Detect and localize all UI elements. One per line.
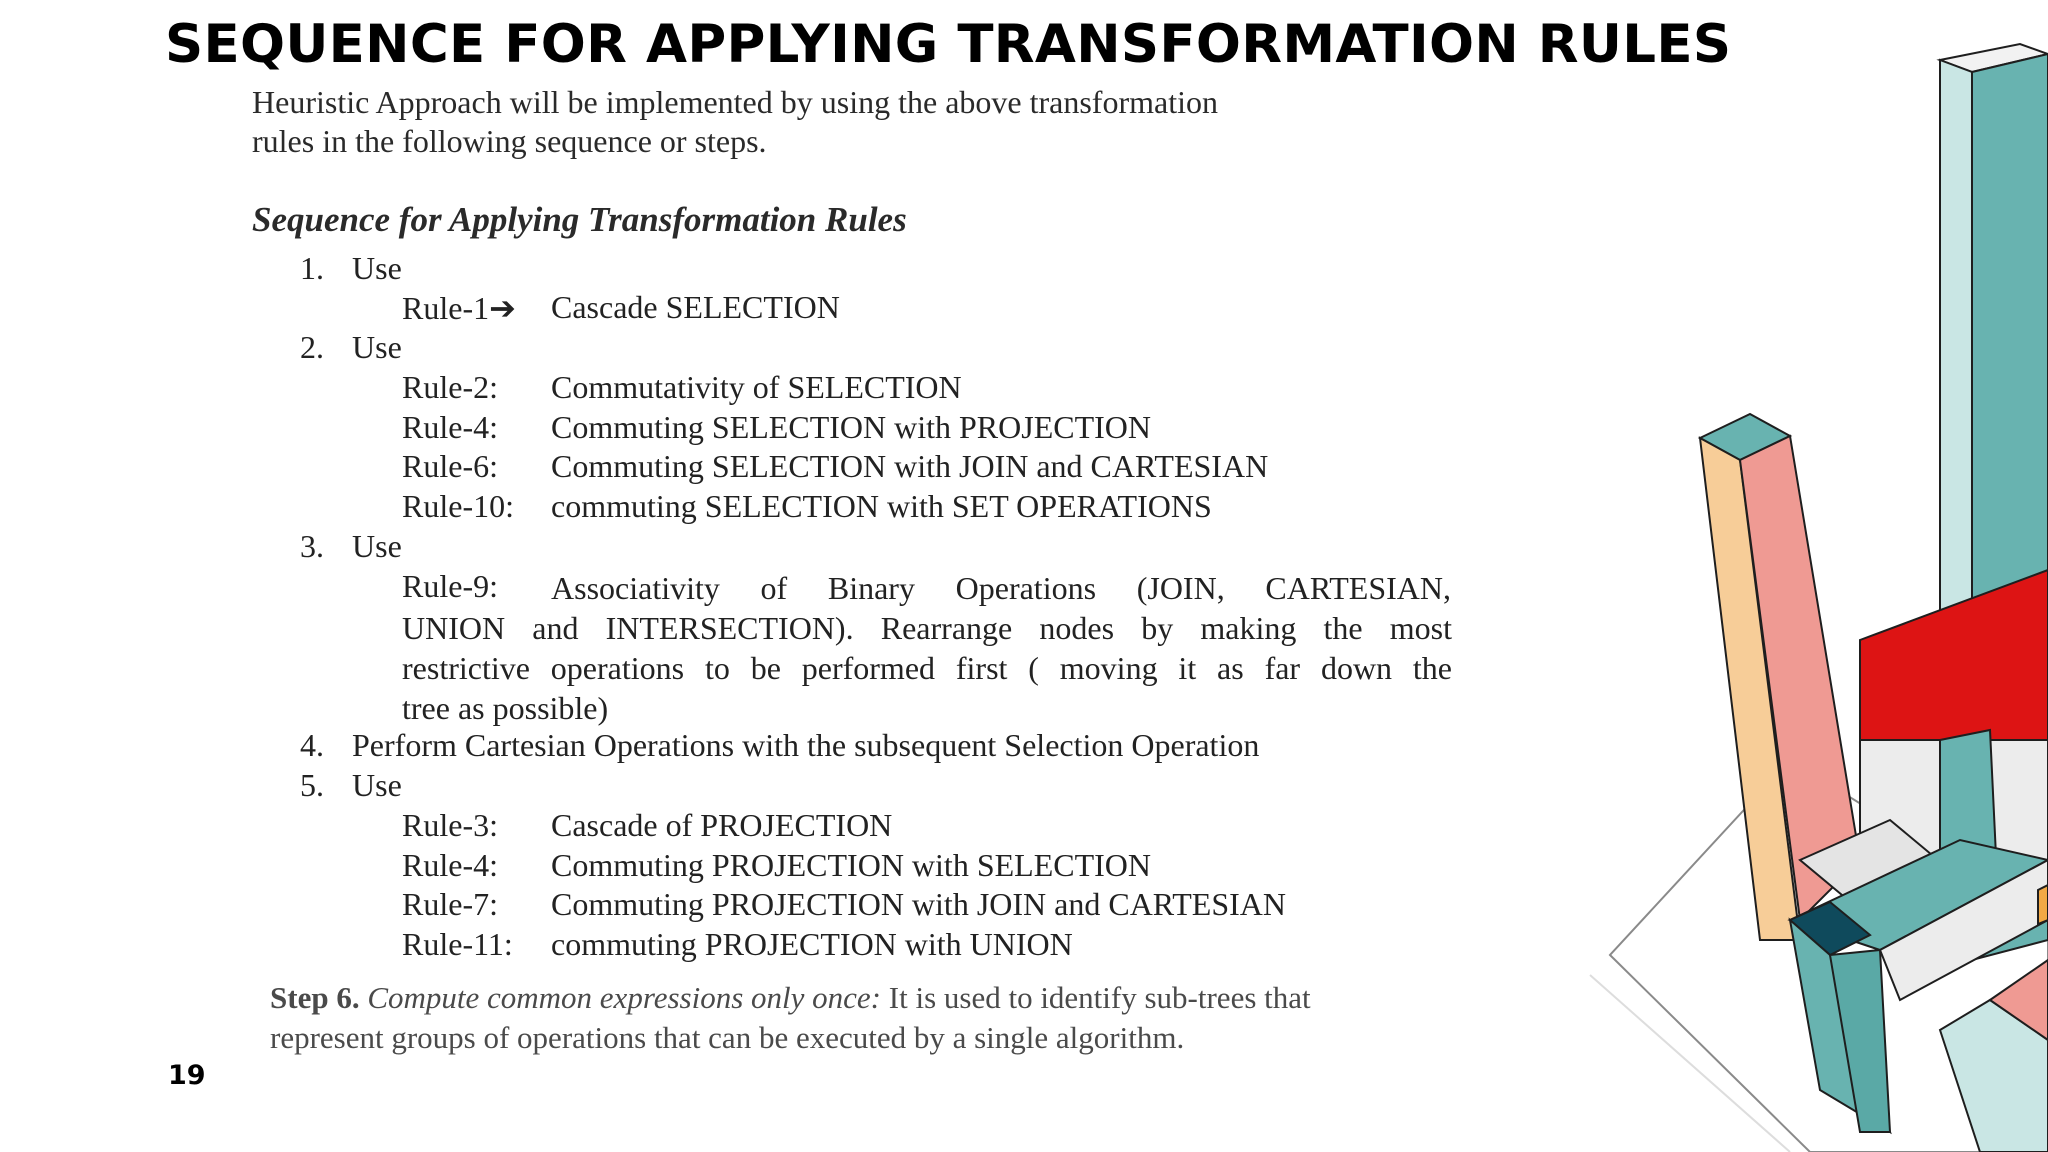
rule-description: Commuting PROJECTION with JOIN and CARTESIAN (551, 886, 1286, 922)
rule-label: Rule-4: (402, 409, 498, 445)
slide-title: SEQUENCE FOR APPLYING TRANSFORMATION RULES (165, 14, 1732, 75)
step-6-line-2: represent groups of operations that can be executed by a single algorithm. (270, 1020, 1185, 1055)
rule-description: Commuting SELECTION with JOIN and CARTESIAN (551, 448, 1269, 484)
section-heading: Sequence for Applying Transformation Rules (252, 200, 907, 239)
step-6-label: Step 6. (270, 980, 360, 1015)
rule-description: Cascade SELECTION (551, 289, 840, 325)
step-1-number: 1. (300, 250, 324, 286)
rule-description: Commuting SELECTION with PROJECTION (551, 409, 1152, 445)
step-6-italic-text: Compute common expressions only once: (367, 980, 882, 1015)
rule-9-continuation (402, 608, 1452, 728)
orange-accent (2038, 885, 2048, 924)
rule-9-line-1: Associativity of Binary Operations (JOIN, CARTESIAN, (551, 570, 1451, 606)
rule-label: Rule-1➔ (402, 290, 516, 326)
rule-label: Rule-11: (402, 926, 513, 962)
step-4-number: 4. (300, 727, 324, 763)
step-1-text: Use (352, 250, 402, 286)
rule-label: Rule-4: (402, 847, 498, 883)
step-5-number: 5. (300, 767, 324, 803)
intro-line-2: rules in the following sequence or steps. (252, 123, 767, 159)
rule-label: Rule-7: (402, 886, 498, 922)
step-4-text: Perform Cartesian Operations with the subsequent Selection Operation (352, 727, 1260, 763)
rule-label: Rule-10: (402, 488, 514, 524)
rule-description: commuting PROJECTION with UNION (551, 926, 1073, 962)
rule-label: Rule-3: (402, 807, 498, 843)
rule-description: commuting SELECTION with SET OPERATIONS (551, 488, 1212, 524)
intro-line-1: Heuristic Approach will be implemented by using the above transformation (252, 84, 1218, 120)
rule-description: Cascade of PROJECTION (551, 807, 893, 843)
rule-9-line-2: UNION and INTERSECTION). Rearrange nodes by making the most (402, 610, 1452, 646)
step-2-text: Use (352, 329, 402, 365)
step-3-text: Use (352, 528, 402, 564)
rule-label: Rule-2: (402, 369, 498, 405)
step-3-number: 3. (300, 528, 324, 564)
rule-9-line-4: tree as possible) (402, 690, 609, 726)
rule-9-description (551, 568, 1451, 608)
rule-description: Commuting PROJECTION with SELECTION (551, 847, 1152, 883)
decorative-blocks-illustration (1560, 40, 2048, 1152)
rule-label: Rule-9: (402, 568, 498, 604)
floor-outline-shadow (1590, 975, 1790, 1152)
rule-description: Commutativity of SELECTION (551, 369, 962, 405)
step-2-number: 2. (300, 329, 324, 365)
rule-label: Rule-6: (402, 448, 498, 484)
step-6-text: It is used to identify sub-trees that (881, 980, 1311, 1015)
rule-9-line-3: restrictive operations to be performed first ( moving it as far down the (402, 650, 1452, 686)
step-5-text: Use (352, 767, 402, 803)
page-number: 19 (168, 1060, 206, 1091)
step-6-paragraph (270, 978, 1311, 1058)
